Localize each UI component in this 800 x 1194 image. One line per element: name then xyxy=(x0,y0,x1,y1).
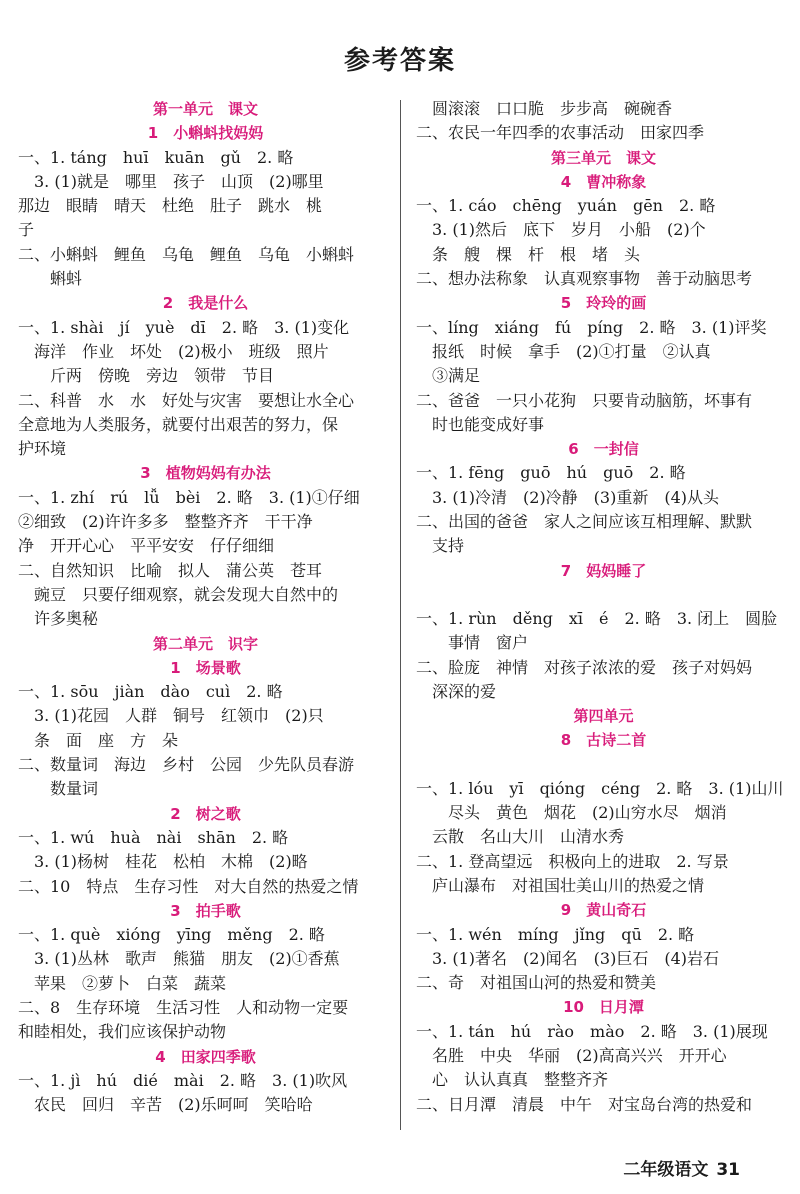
answer-line: 尽头 黄色 烟花 (2)山穷水尽 烟消 xyxy=(416,803,727,823)
answer-line: 净 开开心心 平平安安 仔仔细细 xyxy=(18,536,275,556)
answer-line: 一、1. táng huī kuān gǔ 2. 略 xyxy=(18,147,294,167)
answer-line: 二、出国的爸爸 家人之间应该互相理解、默默 xyxy=(416,512,753,532)
answer-line: 二、爸爸 一只小花狗 只要肯动脑筋，坏事有 xyxy=(416,390,753,410)
answer-line: 二、想办法称象 认真观察事物 善于动脑思考 xyxy=(416,269,753,289)
answer-line: ②细致 (2)许许多多 整整齐齐 干干净 xyxy=(18,512,313,532)
answer-line: 条 艘 棵 杆 根 堵 头 xyxy=(416,244,641,264)
answer-line: 二、科普 水 水 好处与灾害 要想让水全心 xyxy=(18,390,355,410)
answer-line: 条 面 座 方 朵 xyxy=(18,730,179,750)
answer-line: 一、1. rùn děng xī é 2. 略 3. 闭上 圆脸 xyxy=(416,608,778,628)
answer-line: 斤两 傍晚 旁边 领带 节目 xyxy=(18,366,275,386)
lesson-heading: 8 古诗二首 xyxy=(560,731,647,750)
lesson-heading: 9 黄山奇石 xyxy=(560,901,647,920)
lesson-heading: 2 树之歌 xyxy=(170,804,241,823)
answer-line: 二、自然知识 比喻 拟人 蒲公英 苍耳 xyxy=(18,560,323,580)
footer-label: 二年级语文 xyxy=(623,1160,709,1180)
answer-line: 一、1. wén míng jǐng qū 2. 略 xyxy=(416,924,695,944)
answer-line: 一、líng xiáng fú píng 2. 略 3. (1)评奖 xyxy=(416,317,767,337)
answer-line: 那边 眼睛 晴天 杜绝 肚子 跳水 桃 xyxy=(18,196,323,216)
lesson-heading: 1 小蝌蚪找妈妈 xyxy=(147,124,264,143)
answer-line: 3. (1)杨树 桂花 松柏 木棉 (2)略 xyxy=(18,852,308,872)
left-column xyxy=(18,97,393,1117)
answer-line: 农民 回归 辛苦 (2)乐呵呵 笑哈哈 xyxy=(18,1095,313,1115)
answer-line: 一、1. cáo chēng yuán gēn 2. 略 xyxy=(416,196,716,216)
answer-line: 许多奥秘 xyxy=(18,609,99,629)
spacer xyxy=(416,583,791,607)
unit-heading: 第三单元 课文 xyxy=(550,148,656,167)
answer-line: 全意地为人类服务，就要付出艰苦的努力，保 xyxy=(18,414,339,434)
lesson-heading: 7 妈妈睡了 xyxy=(560,561,647,580)
answer-line: 二、小蝌蚪 鲤鱼 乌龟 鲤鱼 乌龟 小蝌蚪 xyxy=(18,244,355,264)
answer-line: 蝌蚪 xyxy=(18,269,83,289)
lesson-heading: 10 日月潭 xyxy=(563,998,644,1017)
answer-line: 海洋 作业 坏处 (2)极小 班级 照片 xyxy=(18,341,329,361)
unit-heading: 第四单元 xyxy=(573,707,634,726)
answer-line: 二、脸庞 神情 对孩子浓浓的爱 孩子对妈妈 xyxy=(416,657,753,677)
lesson-heading: 3 拍手歌 xyxy=(170,901,241,920)
right-column xyxy=(416,97,791,1117)
page-title: 参考答案 xyxy=(343,46,456,76)
answer-line: ③满足 xyxy=(416,366,481,386)
answer-line: 圆滚滚 口口脆 步步高 碗碗香 xyxy=(416,99,673,118)
answer-line: 一、1. jì hú dié mài 2. 略 3. (1)吹风 xyxy=(18,1070,348,1090)
answer-line: 二、数量词 海边 乡村 公园 少先队员春游 xyxy=(18,755,355,775)
answer-line: 3. (1)然后 底下 岁月 小船 (2)个 xyxy=(416,220,706,240)
answer-line: 豌豆 只要仔细观察，就会发现大自然中的 xyxy=(18,584,339,604)
answer-line: 一、1. zhí rú lǚ bèi 2. 略 3. (1)①仔细 xyxy=(18,487,360,507)
answer-line: 一、1. lóu yī qióng céng 2. 略 3. (1)山川 xyxy=(416,778,784,798)
lesson-heading: 5 玲玲的画 xyxy=(560,294,647,313)
answer-line: 一、1. què xióng yīng měng 2. 略 xyxy=(18,925,325,945)
answer-line: 二、10 特点 生存习性 对大自然的热爱之情 xyxy=(18,876,359,896)
answer-line: 数量词 xyxy=(18,779,99,799)
spacer xyxy=(416,753,791,777)
answer-line: 二、奇 对祖国山河的热爱和赞美 xyxy=(416,973,657,993)
unit-heading: 第一单元 课文 xyxy=(152,100,258,118)
answer-line: 一、1. fēng guō hú guō 2. 略 xyxy=(416,463,686,483)
lesson-heading: 2 我是什么 xyxy=(162,294,249,313)
answer-line: 云散 名山大川 山清水秀 xyxy=(416,827,625,847)
answer-line: 和睦相处，我们应该保护动物 xyxy=(18,1022,227,1042)
answer-line: 3. (1)冷清 (2)冷静 (3)重新 (4)从头 xyxy=(416,487,720,507)
answer-line: 事情 窗户 xyxy=(416,633,529,653)
answer-line: 名胜 中央 华丽 (2)高高兴兴 开开心 xyxy=(416,1045,727,1065)
answer-line: 护环境 xyxy=(18,439,67,459)
answer-line: 二、8 生存环境 生活习性 人和动物一定要 xyxy=(18,997,349,1017)
answer-line: 3. (1)丛林 歌声 熊猫 朋友 (2)①香蕉 xyxy=(18,949,340,969)
answer-line: 3. (1)花园 人群 铜号 红领巾 (2)只 xyxy=(18,706,324,726)
lesson-heading: 6 一封信 xyxy=(568,440,639,459)
page-number: 31 xyxy=(716,1160,740,1180)
answer-line: 3. (1)就是 哪里 孩子 山顶 (2)哪里 xyxy=(18,171,324,191)
answer-line: 二、1. 登高望远 积极向上的进取 2. 写景 xyxy=(416,851,729,871)
lesson-heading: 1 场景歌 xyxy=(170,658,241,677)
answer-line: 苹果 ②萝卜 白菜 蔬菜 xyxy=(18,973,227,993)
answer-line: 一、1. wú huà nài shān 2. 略 xyxy=(18,827,289,847)
answer-line: 心 认认真真 整整齐齐 xyxy=(416,1070,609,1090)
answer-line: 一、1. tán hú rào mào 2. 略 3. (1)展现 xyxy=(416,1021,768,1041)
answer-line: 3. (1)著名 (2)闻名 (3)巨石 (4)岩石 xyxy=(416,948,720,968)
answer-line: 一、1. shài jí yuè dī 2. 略 3. (1)变化 xyxy=(18,317,350,337)
page-footer xyxy=(623,1155,740,1180)
column-divider xyxy=(400,100,401,1130)
answer-line: 报纸 时候 拿手 (2)①打量 ②认真 xyxy=(416,341,711,361)
answer-line: 庐山瀑布 对祖国壮美山川的热爱之情 xyxy=(416,875,705,895)
answer-line: 一、1. sōu jiàn dào cuì 2. 略 xyxy=(18,682,283,702)
answer-line: 子 xyxy=(18,220,35,240)
answer-line: 时也能变成好事 xyxy=(416,414,545,434)
answer-line: 深深的爱 xyxy=(416,681,497,701)
lesson-heading: 4 曹冲称象 xyxy=(560,172,647,191)
answer-line: 二、日月潭 清晨 中午 对宝岛台湾的热爱和 xyxy=(416,1094,753,1114)
answer-line: 支持 xyxy=(416,536,465,556)
lesson-heading: 4 田家四季歌 xyxy=(155,1047,256,1066)
unit-heading: 第二单元 识字 xyxy=(152,634,258,653)
answer-line: 二、农民一年四季的农事活动 田家四季 xyxy=(416,123,705,143)
lesson-heading: 3 植物妈妈有办法 xyxy=(140,464,271,483)
